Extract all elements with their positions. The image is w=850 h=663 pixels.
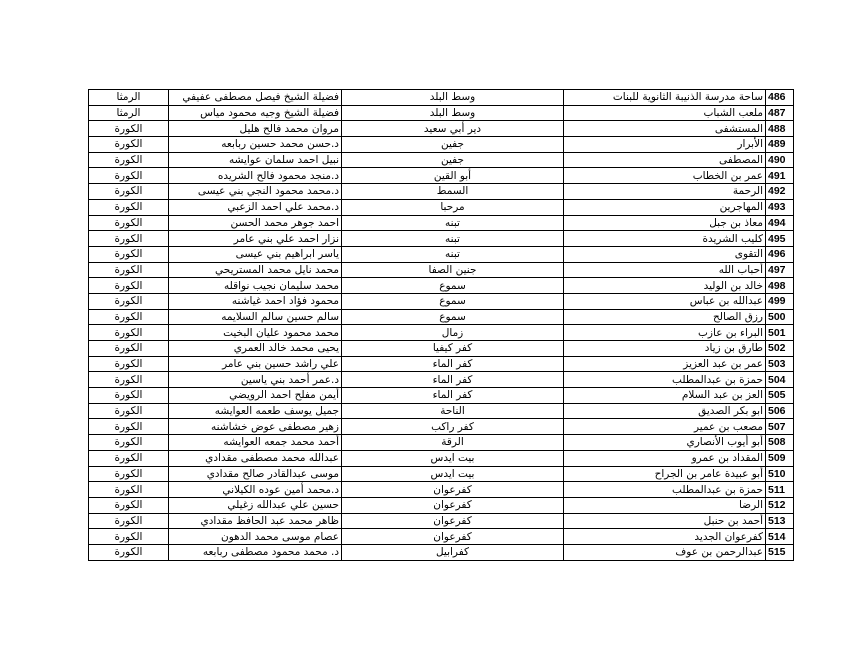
cell-place: الرحمة	[564, 184, 766, 200]
cell-place: العز بن عبد السلام	[564, 388, 766, 404]
cell-place: مصعب بن عمير	[564, 419, 766, 435]
cell-place: كليب الشريدة	[564, 231, 766, 247]
cell-place: الرضا	[564, 497, 766, 513]
table-row	[89, 121, 794, 137]
cell-location: تبنه	[342, 231, 564, 247]
cell-location: كفرعوان	[342, 529, 564, 545]
cell-name: نزار احمد علي بني عامر	[169, 231, 342, 247]
cell-location: مرحبا	[342, 199, 564, 215]
cell-name: د.عمر أحمد بني ياسين	[169, 372, 342, 388]
cell-area: الكورة	[89, 246, 169, 262]
table-row	[89, 293, 794, 309]
cell-place: المصطفى	[564, 152, 766, 168]
table-row	[89, 90, 794, 106]
table-body	[89, 90, 794, 561]
table-row	[89, 105, 794, 121]
cell-area: الكورة	[89, 152, 169, 168]
cell-location: تبنه	[342, 215, 564, 231]
cell-location: جنين الصفا	[342, 262, 564, 278]
cell-name: د.محمد محمود النجي بني عيسى	[169, 184, 342, 200]
cell-location: جفين	[342, 152, 564, 168]
table-row	[89, 184, 794, 200]
cell-location: بيت ايدس	[342, 450, 564, 466]
cell-area: الكورة	[89, 231, 169, 247]
cell-number: 513	[766, 513, 794, 529]
table-row	[89, 544, 794, 560]
table-row	[89, 231, 794, 247]
cell-number: 506	[766, 403, 794, 419]
cell-name: عبدالله محمد مصطفى مقدادي	[169, 450, 342, 466]
cell-number: 492	[766, 184, 794, 200]
table-row	[89, 419, 794, 435]
cell-area: الكورة	[89, 121, 169, 137]
cell-number: 508	[766, 435, 794, 451]
cell-number: 514	[766, 529, 794, 545]
cell-area: الكورة	[89, 341, 169, 357]
cell-number: 494	[766, 215, 794, 231]
cell-place: معاذ بن جبل	[564, 215, 766, 231]
cell-place: حمزة بن عبدالمطلب	[564, 372, 766, 388]
cell-number: 491	[766, 168, 794, 184]
cell-number: 486	[766, 90, 794, 106]
cell-name: د. محمد محمود مصطفى ربابعه	[169, 544, 342, 560]
cell-area: الكورة	[89, 388, 169, 404]
cell-place: البراء بن عازب	[564, 325, 766, 341]
cell-area: الكورة	[89, 544, 169, 560]
cell-name: احمد جوهر محمد الحسن	[169, 215, 342, 231]
cell-area: الكورة	[89, 419, 169, 435]
table-row	[89, 435, 794, 451]
cell-name: ظاهر محمد عبد الحافظ مقدادي	[169, 513, 342, 529]
cell-location: كفرعوان	[342, 497, 564, 513]
table-row	[89, 137, 794, 153]
cell-name: د.منجد محمود فالح الشريده	[169, 168, 342, 184]
cell-location: كفر الماء	[342, 356, 564, 372]
cell-area: الكورة	[89, 184, 169, 200]
cell-location: دير أبي سعيد	[342, 121, 564, 137]
cell-number: 503	[766, 356, 794, 372]
cell-place: طارق بن زياد	[564, 341, 766, 357]
cell-number: 505	[766, 388, 794, 404]
cell-place: أبو عبيدة عامر بن الجراح	[564, 466, 766, 482]
cell-number: 488	[766, 121, 794, 137]
cell-number: 501	[766, 325, 794, 341]
cell-location: وسط البلد	[342, 105, 564, 121]
table-row	[89, 372, 794, 388]
cell-name: ياسر ابراهيم بني عيسى	[169, 246, 342, 262]
cell-area: الكورة	[89, 278, 169, 294]
cell-area: الكورة	[89, 403, 169, 419]
cell-name: محمد محمود عليان البخيت	[169, 325, 342, 341]
cell-place: المهاجرين	[564, 199, 766, 215]
cell-area: الكورة	[89, 309, 169, 325]
table-row	[89, 341, 794, 357]
cell-name: فضيلة الشيخ فيصل مصطفى عفيفي	[169, 90, 342, 106]
table-row	[89, 356, 794, 372]
cell-location: تبنه	[342, 246, 564, 262]
cell-place: عمر بن الخطاب	[564, 168, 766, 184]
cell-number: 497	[766, 262, 794, 278]
cell-name: موسى عبدالقادر صالح مقدادي	[169, 466, 342, 482]
table-row	[89, 529, 794, 545]
cell-number: 512	[766, 497, 794, 513]
cell-number: 500	[766, 309, 794, 325]
cell-number: 490	[766, 152, 794, 168]
cell-number: 511	[766, 482, 794, 498]
cell-area: الكورة	[89, 262, 169, 278]
cell-name: سالم حسين سالم السلايمه	[169, 309, 342, 325]
table-row	[89, 152, 794, 168]
table-row	[89, 309, 794, 325]
cell-number: 496	[766, 246, 794, 262]
cell-place: التقوى	[564, 246, 766, 262]
cell-name: حسين علي عبدالله زغيلي	[169, 497, 342, 513]
cell-location: كفرعوان	[342, 482, 564, 498]
cell-location: جفين	[342, 137, 564, 153]
cell-area: الكورة	[89, 372, 169, 388]
cell-place: ابو بكر الصديق	[564, 403, 766, 419]
cell-name: مروان محمد فالح هليل	[169, 121, 342, 137]
cell-location: الرقة	[342, 435, 564, 451]
cell-place: أحمد بن حنبل	[564, 513, 766, 529]
cell-area: الكورة	[89, 450, 169, 466]
cell-area: الكورة	[89, 497, 169, 513]
cell-place: عبدالله بن عباس	[564, 293, 766, 309]
cell-location: كفرعوان	[342, 513, 564, 529]
cell-area: الكورة	[89, 435, 169, 451]
cell-area: الكورة	[89, 293, 169, 309]
cell-location: سموع	[342, 309, 564, 325]
cell-location: سموع	[342, 293, 564, 309]
cell-area: الكورة	[89, 466, 169, 482]
cell-number: 515	[766, 544, 794, 560]
mosque-assignment-table	[88, 89, 794, 561]
table-row	[89, 168, 794, 184]
cell-name: د.محمد أمين عوده الكيلاني	[169, 482, 342, 498]
cell-name: فضيلة الشيخ وجيه محمود مياس	[169, 105, 342, 121]
table-row	[89, 262, 794, 278]
cell-name: محمد نايل محمد المستريحي	[169, 262, 342, 278]
cell-number: 509	[766, 450, 794, 466]
table-row	[89, 388, 794, 404]
cell-number: 504	[766, 372, 794, 388]
cell-area: الكورة	[89, 356, 169, 372]
cell-number: 498	[766, 278, 794, 294]
cell-area: الكورة	[89, 215, 169, 231]
cell-number: 489	[766, 137, 794, 153]
cell-name: د.حسن محمد حسين ربابعه	[169, 137, 342, 153]
cell-number: 507	[766, 419, 794, 435]
cell-location: زمال	[342, 325, 564, 341]
cell-place: حمزة بن عبدالمطلب	[564, 482, 766, 498]
cell-location: الناحة	[342, 403, 564, 419]
cell-place: المستشفى	[564, 121, 766, 137]
cell-area: الكورة	[89, 325, 169, 341]
table-row	[89, 450, 794, 466]
cell-place: أبو أيوب الأنصاري	[564, 435, 766, 451]
cell-location: كفر راكب	[342, 419, 564, 435]
cell-place: عمر بن عبد العزيز	[564, 356, 766, 372]
cell-place: أحباب الله	[564, 262, 766, 278]
cell-area: الرمثا	[89, 90, 169, 106]
cell-place: كفرعوان الجديد	[564, 529, 766, 545]
cell-name: يحيى محمد خالد العمري	[169, 341, 342, 357]
cell-name: د.محمد علي احمد الزعبي	[169, 199, 342, 215]
table-row	[89, 466, 794, 482]
cell-area: الكورة	[89, 529, 169, 545]
cell-area: الكورة	[89, 137, 169, 153]
cell-place: عبدالرحمن بن عوف	[564, 544, 766, 560]
cell-place: الأبرار	[564, 137, 766, 153]
table-row	[89, 246, 794, 262]
cell-name: محمد سليمان نجيب نواقله	[169, 278, 342, 294]
cell-name: نبيل احمد سلمان عوايشه	[169, 152, 342, 168]
table-row	[89, 482, 794, 498]
cell-location: كفر كيفيا	[342, 341, 564, 357]
cell-location: كفرابيل	[342, 544, 564, 560]
cell-location: أبو القين	[342, 168, 564, 184]
cell-number: 495	[766, 231, 794, 247]
cell-name: عصام موسى محمد الدهون	[169, 529, 342, 545]
cell-place: رزق الصالح	[564, 309, 766, 325]
cell-location: سموع	[342, 278, 564, 294]
table-row	[89, 513, 794, 529]
cell-place: المقداد بن عمرو	[564, 450, 766, 466]
cell-place: ساحة مدرسة الذنيبة الثانوية للبنات	[564, 90, 766, 106]
table-row	[89, 278, 794, 294]
cell-number: 502	[766, 341, 794, 357]
table-row	[89, 497, 794, 513]
cell-name: علي راشد حسين بني عامر	[169, 356, 342, 372]
cell-name: محمود فؤاد احمد غياشنه	[169, 293, 342, 309]
cell-number: 487	[766, 105, 794, 121]
cell-name: جميل يوسف طعمه العوايشه	[169, 403, 342, 419]
cell-area: الكورة	[89, 199, 169, 215]
cell-location: كفر الماء	[342, 372, 564, 388]
cell-number: 510	[766, 466, 794, 482]
cell-name: أيمن مفلح احمد الرويضي	[169, 388, 342, 404]
table-row	[89, 403, 794, 419]
table-row	[89, 199, 794, 215]
cell-location: كفر الماء	[342, 388, 564, 404]
cell-number: 493	[766, 199, 794, 215]
cell-area: الكورة	[89, 513, 169, 529]
cell-area: الكورة	[89, 168, 169, 184]
cell-location: بيت ايدس	[342, 466, 564, 482]
table-row	[89, 215, 794, 231]
table-row	[89, 325, 794, 341]
cell-place: خالد بن الوليد	[564, 278, 766, 294]
cell-number: 499	[766, 293, 794, 309]
cell-area: الكورة	[89, 482, 169, 498]
cell-location: وسط البلد	[342, 90, 564, 106]
cell-area: الرمثا	[89, 105, 169, 121]
cell-location: السمط	[342, 184, 564, 200]
cell-place: ملعب الشباب	[564, 105, 766, 121]
cell-name: أحمد محمد جمعه العوايشه	[169, 435, 342, 451]
cell-name: زهير مصطفى عوض خشاشنه	[169, 419, 342, 435]
